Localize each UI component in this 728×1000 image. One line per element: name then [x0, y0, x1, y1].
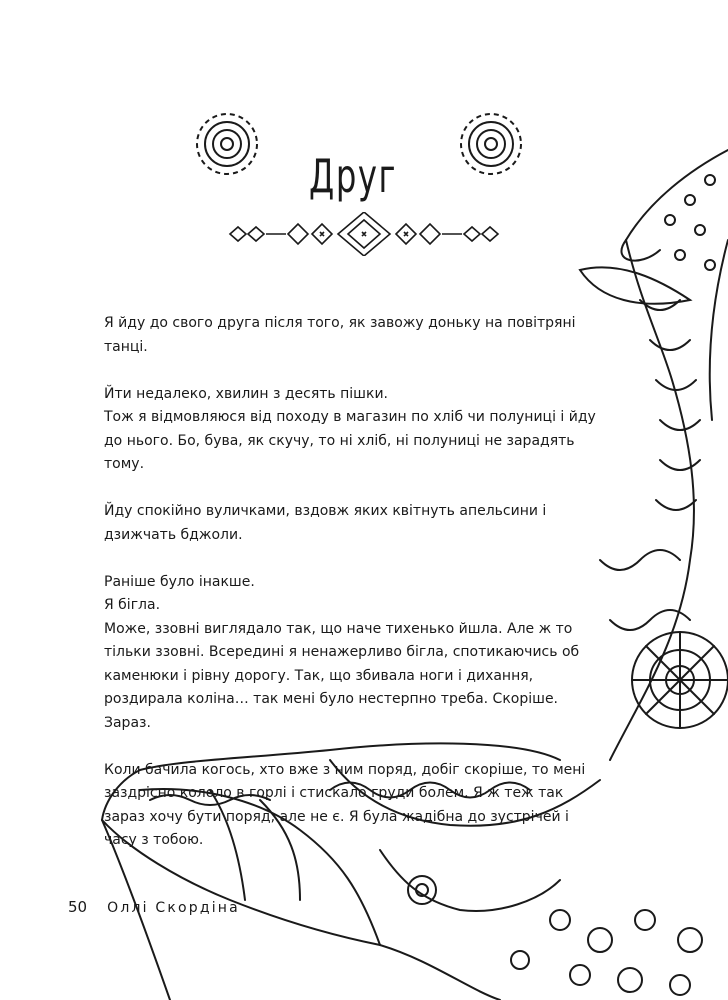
- paragraph: Йти недалеко, хвилин з десять пішки. Тож я відмовляюся від походу в магазин по хліб чи полуниці і йду до нього. Бо, бува, як скучу, то ні хліб, ні полуниці не зарадять тому.: [104, 385, 596, 472]
- page-number: 50: [68, 898, 88, 916]
- body-text: [104, 312, 604, 876]
- author-name: Оллі Скордіна: [107, 900, 240, 916]
- paragraph: Коли бачила когось, хто вже з ним поряд, добіг скоріше, то мені заздрісно кололо в горлі і стискало груди болем. Я ж теж так зараз хочу бути поряд, але не є. Я була жадібна до зустрічей і часу з тобою.: [104, 761, 586, 848]
- diamond-chain-ornament: [226, 212, 502, 256]
- page-title: Друг: [309, 148, 398, 203]
- paragraph: Раніше було інакше. Я бігла. Може, ззовні виглядало так, що наче тихенько йшла. Але ж то тільки ззовні. Всередині я ненажерливо бігла, спотикаючись об каменюки і рівну дорогу. Так, що збивала ноги і дихання, роздирала коліна… так мені було нестерпно треба. Скоріше. Зараз.: [104, 573, 580, 731]
- paragraph: Йду спокійно вуличками, вздовж яких квітнуть апельсини і дзижчать бджоли.: [104, 503, 547, 543]
- paragraph: Я йду до свого друга після того, як завожу доньку на повітряні танці.: [104, 315, 576, 355]
- page-footer: [68, 898, 240, 916]
